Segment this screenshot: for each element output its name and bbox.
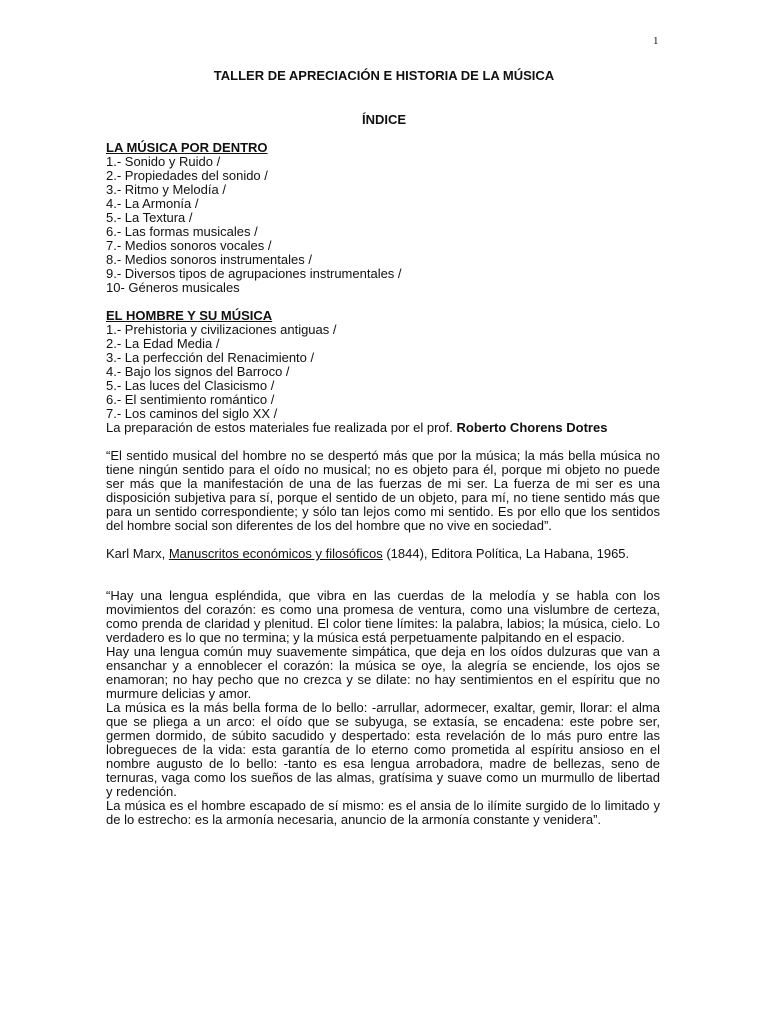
index-item: 3.- Ritmo y Melodía /: [106, 182, 226, 197]
quote-paragraph: La música es el hombre escapado de sí mismo: es el ansia de lo ilímite surgido de lo limitado y de lo estrecho: es la armonía necesaria, anuncio de la armonía constante y venidera”.: [106, 798, 660, 827]
index-item: 2.- Propiedades del sonido /: [106, 168, 268, 183]
section-el-hombre-y-su-musica: [106, 309, 660, 421]
marx-quote: “El sentido musical del hombre no se despertó más que por la música; la más bella música no tiene ningún sentido para el oído no musical; no es objeto para él, porque mi objeto no puede ser más que la manifestación de una de las fuerzas de mi ser. La fuerza de mi ser es una disposición subjetiva para sí, porque el sentido de un objeto, para mí, no tiene sentido más que para un sentido correspondiente; y sólo tan lejos como mi sentido. Es por ello que los sentidos del hombre social son diferentes de los del hombre que no vive en sociedad”.: [106, 448, 660, 533]
quote-paragraph: La música es la más bella forma de lo bello: -arrullar, adormecer, exaltar, gemir, llorar: el alma que se pliega a un arco: el oído que se subyuga, se extasía, se encadena: este pobre ser, germen dormido, de súbito sacudido y despertado: esta revelación de lo más puro entre las lobregueces de la vida: esta garantía de lo eterno como prometida al espíritu ansioso en el nombre augusto de lo bello: -tanto es esa lengua arrobadora, madre de bellezas, seno de ternuras, vaga como los sueños de las almas, gratísima y suave como un murmullo de libertad y redención.: [106, 700, 660, 799]
quote-paragraph: Hay una lengua común muy suavemente simpática, que deja en los oídos dulzuras que van a ensanchar y a ennoblecer el corazón: la música se oye, la alegría se enciende, los ojos se enamoran; no hay pecho que no crezca y se dilate: no hay sentimientos en el espíritu que no murmure delicias y amor.: [106, 644, 660, 701]
section-la-musica-por-dentro: [106, 141, 660, 295]
index-title: ÍNDICE: [361, 112, 407, 127]
index-item: 5.- La Textura /: [106, 210, 193, 225]
quote-paragraph: “Hay una lengua espléndida, que vibra en las cuerdas de la melodía y se habla con los movimientos del corazón: es como una promesa de ventura, como una vislumbre de certeza, como prenda de claridad y plenitud. El color tiene límites: la palabra, labios; la música, cielo. Lo verdadero es lo que no termina; y la música está perpetuamente palpitando en el espacio.: [106, 588, 660, 645]
index-item: 8.- Medios sonoros instrumentales /: [106, 252, 312, 267]
index-item: 6.- Las formas musicales /: [106, 224, 258, 239]
index-item: 10- Géneros musicales: [106, 280, 240, 295]
index-item: 7.- Medios sonoros vocales /: [106, 238, 272, 253]
marx-citation: [106, 547, 660, 561]
citation-work: Manuscritos económicos y filosóficos: [168, 546, 383, 561]
index-item: 4.- La Armonía /: [106, 196, 199, 211]
preparation-note: [106, 421, 660, 435]
index-item: 2.- La Edad Media /: [106, 336, 220, 351]
music-quote: [106, 589, 660, 827]
preparation-text: La preparación de estos materiales fue realizada por el prof.: [106, 420, 457, 435]
index-item: 6.- El sentimiento romántico /: [106, 392, 275, 407]
section-heading: EL HOMBRE Y SU MÚSICA: [106, 308, 273, 323]
index-list: [106, 323, 660, 421]
index-item: 7.- Los caminos del siglo XX /: [106, 406, 278, 421]
index-item: 9.- Diversos tipos de agrupaciones instrumentales /: [106, 266, 402, 281]
index-item: 4.- Bajo los signos del Barroco /: [106, 364, 290, 379]
index-list: [106, 155, 660, 295]
section-heading: LA MÚSICA POR DENTRO: [106, 140, 268, 155]
citation-details: (1844), Editora Política, La Habana, 1965.: [382, 546, 630, 561]
document-title: TALLER DE APRECIACIÓN E HISTORIA DE LA MÚSICA: [213, 68, 555, 83]
index-item: 5.- Las luces del Clasicismo /: [106, 378, 275, 393]
author-name: Roberto Chorens Dotres: [456, 420, 608, 435]
index-item: 1.- Prehistoria y civilizaciones antiguas /: [106, 322, 337, 337]
index-item: 1.- Sonido y Ruido /: [106, 154, 221, 169]
document-body: [106, 141, 660, 827]
page-number: 1: [653, 35, 659, 47]
index-item: 3.- La perfección del Renacimiento /: [106, 350, 315, 365]
citation-author: Karl Marx,: [106, 546, 169, 561]
